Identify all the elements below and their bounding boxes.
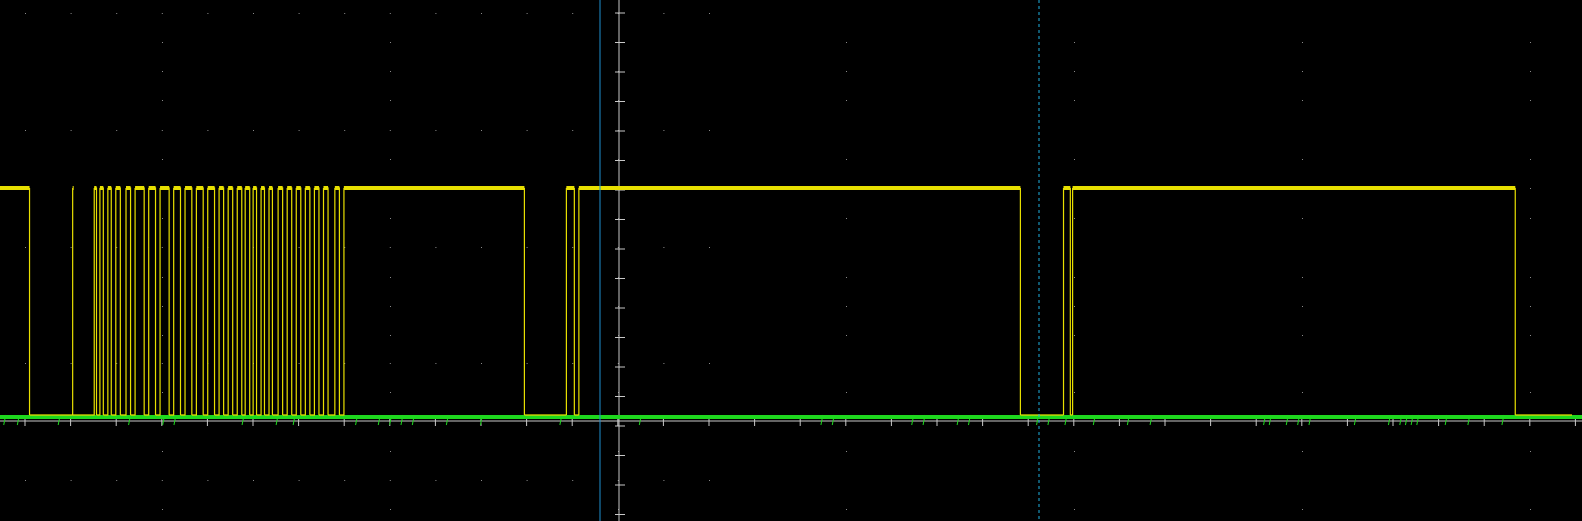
grid-dot (663, 130, 664, 131)
grid-dot (1530, 188, 1531, 189)
grid-dot (25, 363, 26, 364)
grid-dot (390, 277, 391, 278)
grid-dot (162, 509, 163, 510)
grid-dot (1530, 277, 1531, 278)
grid-dot (390, 71, 391, 72)
grid-dot (344, 130, 345, 131)
grid-dot (1530, 218, 1531, 219)
grid-dot (481, 13, 482, 14)
grid-dot (1074, 71, 1075, 72)
grid-dot (527, 363, 528, 364)
grid-dot (390, 392, 391, 393)
grid-dot (25, 130, 26, 131)
grid-dot (390, 159, 391, 160)
grid-dot (1302, 100, 1303, 101)
grid-dot (162, 247, 163, 248)
grid-dot (253, 480, 254, 481)
grid-dot (162, 42, 163, 43)
grid-dot (435, 363, 436, 364)
grid-dot (435, 13, 436, 14)
grid-dot (207, 480, 208, 481)
grid-dot (846, 42, 847, 43)
grid-dot (116, 480, 117, 481)
grid-dot (162, 392, 163, 393)
grid-dot (1530, 100, 1531, 101)
grid-dot (846, 159, 847, 160)
grid-dot (1530, 335, 1531, 336)
grid-dot (390, 451, 391, 452)
grid-dot (709, 13, 710, 14)
grid-dot (1530, 159, 1531, 160)
grid-dot (846, 335, 847, 336)
grid-dot (709, 247, 710, 248)
grid-dot (162, 277, 163, 278)
grid-dot (71, 13, 72, 14)
grid-dot (25, 247, 26, 248)
grid-dot (162, 100, 163, 101)
grid-dot (71, 363, 72, 364)
grid-dot (572, 130, 573, 131)
grid-dot (846, 218, 847, 219)
grid-dot (846, 451, 847, 452)
grid-dot (1074, 335, 1075, 336)
grid-dot (1074, 306, 1075, 307)
grid-dot (1302, 277, 1303, 278)
grid-dot (299, 247, 300, 248)
grid-dot (846, 306, 847, 307)
grid-dot (663, 247, 664, 248)
grid-dot (390, 218, 391, 219)
grid-dot (1530, 71, 1531, 72)
grid-dot (390, 335, 391, 336)
grid-dot (481, 130, 482, 131)
grid-dot (846, 100, 847, 101)
grid-dot (1074, 509, 1075, 510)
grid-dot (116, 130, 117, 131)
grid-dot (71, 247, 72, 248)
grid-dot (162, 218, 163, 219)
grid-dot (116, 13, 117, 14)
grid-dot (709, 130, 710, 131)
grid-dot (1302, 392, 1303, 393)
grid-dot (299, 363, 300, 364)
grid-dot (162, 363, 163, 364)
grid-dot (1074, 159, 1075, 160)
grid-dot (25, 480, 26, 481)
grid-dot (162, 159, 163, 160)
grid-dot (162, 480, 163, 481)
grid-dot (162, 451, 163, 452)
grid-dot (846, 392, 847, 393)
grid-dot (344, 480, 345, 481)
grid-dot (663, 13, 664, 14)
grid-dot (846, 71, 847, 72)
grid-dot (162, 130, 163, 131)
grid-dot (71, 480, 72, 481)
grid-dot (207, 130, 208, 131)
grid-dot (253, 13, 254, 14)
grid-dot (299, 480, 300, 481)
grid-dot (1074, 451, 1075, 452)
grid-dot (162, 306, 163, 307)
grid-dot (435, 480, 436, 481)
grid-dot (162, 13, 163, 14)
grid-dot (390, 509, 391, 510)
grid-dot (1074, 42, 1075, 43)
grid-dot (572, 13, 573, 14)
grid-dot (1302, 306, 1303, 307)
grid-dot (1074, 218, 1075, 219)
grid-dot (1530, 509, 1531, 510)
grid-dot (390, 42, 391, 43)
grid-dot (481, 480, 482, 481)
grid-dot (390, 130, 391, 131)
grid-dot (25, 13, 26, 14)
grid-dot (1530, 451, 1531, 452)
grid-dot (207, 13, 208, 14)
grid-dot (709, 480, 710, 481)
grid-dot (390, 100, 391, 101)
grid-dot (1302, 509, 1303, 510)
grid-dot (1074, 277, 1075, 278)
grid-dot (390, 306, 391, 307)
grid-dot (846, 277, 847, 278)
grid-dot (390, 363, 391, 364)
grid-dot (572, 363, 573, 364)
grid-dot (663, 363, 664, 364)
grid-dot (71, 130, 72, 131)
grid-dot (527, 13, 528, 14)
grid-dot (390, 480, 391, 481)
grid-dot (1074, 392, 1075, 393)
grid-dot (162, 335, 163, 336)
grid-dot (527, 247, 528, 248)
grid-dot (481, 363, 482, 364)
grid-dot (1530, 42, 1531, 43)
grid-dot (1530, 306, 1531, 307)
grid-dot (572, 247, 573, 248)
grid-dot (481, 247, 482, 248)
grid-dot (709, 363, 710, 364)
grid-dot (435, 130, 436, 131)
grid-dot (527, 130, 528, 131)
grid-dot (1074, 100, 1075, 101)
grid-dot (846, 509, 847, 510)
grid-dot (1302, 159, 1303, 160)
grid-dot (572, 480, 573, 481)
grid-dot (162, 71, 163, 72)
grid-dot (299, 13, 300, 14)
grid-dot (1530, 392, 1531, 393)
grid-dot (1302, 451, 1303, 452)
grid-dot (1302, 218, 1303, 219)
grid-dot (663, 480, 664, 481)
grid-dot (435, 247, 436, 248)
grid-dot (527, 480, 528, 481)
grid-dot (1302, 71, 1303, 72)
grid-dot (253, 130, 254, 131)
grid-dot (1302, 335, 1303, 336)
grid-dot (344, 13, 345, 14)
grid-dot (390, 247, 391, 248)
grid-dot (299, 130, 300, 131)
grid-dot (390, 13, 391, 14)
grid-dot (1302, 42, 1303, 43)
